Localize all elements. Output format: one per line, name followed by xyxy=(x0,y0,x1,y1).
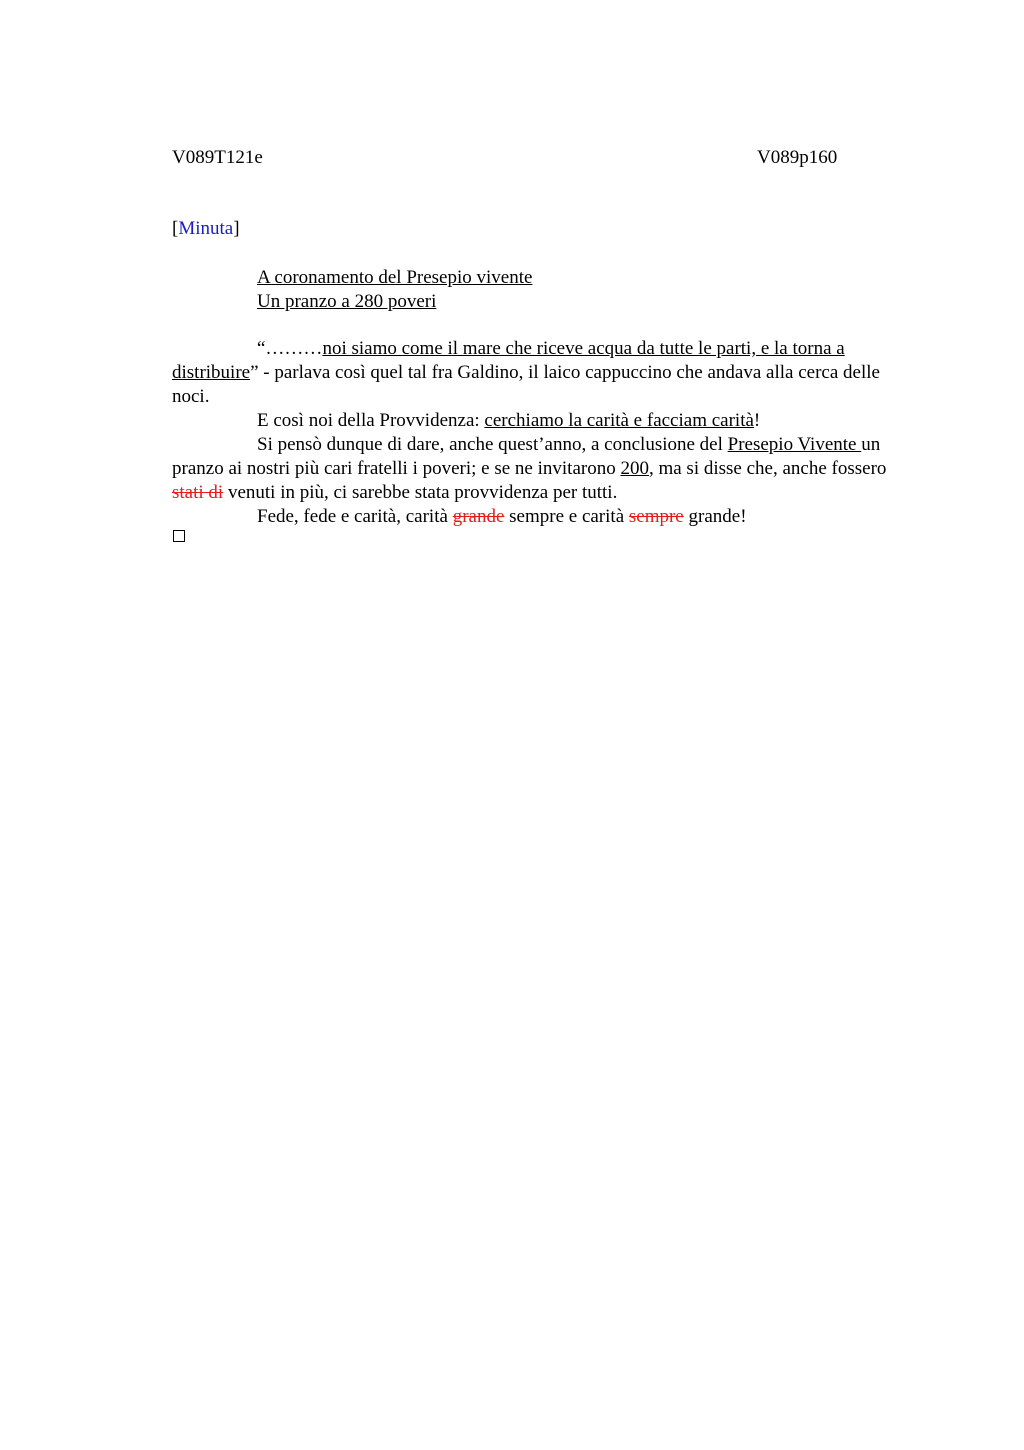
paragraph-4-deleted-2: sempre xyxy=(628,506,684,527)
paragraph-2-post: ! xyxy=(753,410,761,431)
tag-close-bracket: ] xyxy=(233,218,240,239)
draft-tag xyxy=(172,218,240,240)
paragraph-4-post: grande! xyxy=(683,506,747,527)
paragraph-3-underlined-1: Presepio Vivente xyxy=(727,434,862,455)
open-quote: “……… xyxy=(257,338,323,359)
paragraph-3-mid-2: , ma si disse che, anche fossero xyxy=(648,458,887,479)
tag-label: Minuta xyxy=(178,218,234,239)
title-block xyxy=(257,266,532,314)
paragraph-2 xyxy=(172,409,917,433)
quoted-text: noi siamo come il mare che riceve acqua da tutte le parti, e la torna a distribuire xyxy=(172,338,845,383)
title-line-2: Un pranzo a 280 poveri xyxy=(257,291,437,312)
title-line-1: A coronamento del Presepio vivente xyxy=(257,267,533,288)
paragraph-2-underlined: cerchiamo la carità e facciam carità xyxy=(484,410,754,431)
paragraph-4 xyxy=(172,505,917,529)
paragraph-3-mid-1: un pranzo ai nostri più cari fratelli i poveri; e se ne invitarono xyxy=(172,434,881,479)
paragraph-3-underlined-2: 200 xyxy=(620,458,649,479)
paragraph-3-pre: Si pensò dunque di dare, anche quest’anno, a conclusione del xyxy=(257,434,728,455)
document-code-right: V089p160 xyxy=(757,147,838,168)
body-text xyxy=(172,337,917,529)
paragraph-3-deleted: stati di xyxy=(172,482,224,503)
paragraph-4-mid: sempre e carità xyxy=(504,506,629,527)
empty-square-icon xyxy=(173,530,185,542)
paragraph-4-pre: Fede, fede e carità, carità xyxy=(257,506,453,527)
paragraph-3 xyxy=(172,433,917,505)
document-code-left: V089T121e xyxy=(172,147,263,168)
paragraph-3-post: venuti in più, ci sarebbe stata provvidenza per tutti. xyxy=(223,482,618,503)
paragraph-1 xyxy=(172,337,917,409)
paragraph-4-deleted-1: grande xyxy=(452,506,505,527)
tag-open-bracket: [ xyxy=(172,218,179,239)
paragraph-1-rest: ” - parlava così quel tal fra Galdino, il laico cappuccino che andava alla cerca delle noci. xyxy=(172,362,880,407)
paragraph-2-pre: E così noi della Provvidenza: xyxy=(257,410,485,431)
